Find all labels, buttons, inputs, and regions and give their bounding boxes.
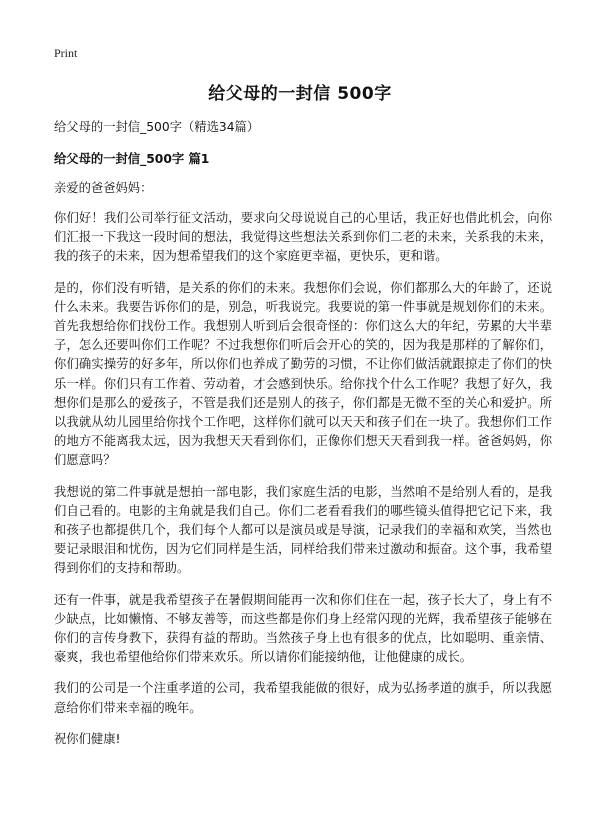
letter-paragraph: 我们的公司是一个注重孝道的公司，我希望我能做的很好，成为弘扬孝道的旗手，所以我愿意给你们带来幸福的晚年。 — [54, 681, 552, 715]
print-link[interactable]: Print — [54, 46, 78, 60]
document-subtitle: 给父母的一封信_500字（精选34篇） — [54, 120, 260, 134]
document-body — [54, 118, 552, 748]
letter-paragraph: 你们好！我们公司举行征文活动，要求向父母说说自己的心里话，我正好也借此机会，向你们汇报一下我这一段时间的想法，我觉得这些想法关系到你们二老的未来，关系我的未来，我的孩子的未来，因为想希望我们的这个家庭更幸福，更快乐，更和谐。 — [54, 211, 552, 264]
letter-paragraph: 是的，你们没有听错，是关系的你们的未来。我想你们会说，你们都那么大的年龄了，还说什么未来。我要告诉你们的是，别急，听我说完。我要说的第一件事就是规划你们的未来。首先我想给你们找份工作。我想别人听到后会很奇怪的：你们这么大的年纪，劳累的大半辈子，怎么还要叫你们工作呢？不过我想你们听后会开心的笑的，因为我是那样的了解你们，你们确实操劳的好多年，所以你们也养成了勤劳的习惯，不让你们做活就跟掠走了你们的快乐一样。你们只有工作着、劳动着，才会感到快乐。给你找个什么工作呢？我想了好久，我想你们是那么的爱孩子，不管是我们还是别人的孩子，你们都是无微不至的关心和爱护。所以我就从幼儿园里给你找个工作吧，这样你们就可以天天和孩子们在一块了。我想你们工作的地方不能离我太远，因为我想天天看到你们，正像你们想天天看到我一样。爸爸妈妈，你们愿意吗？ — [54, 280, 552, 468]
letter-paragraph: 我想说的第二件事就是想拍一部电影，我们家庭生活的电影，当然咱不是给别人看的，是我们自己看的。电影的主角就是我们自己。你们二老看看我们的哪些镜头值得把它记下来，我和孩子也都提供几个，我们每个人都可以是演员或是导演，记录我们的幸福和欢笑，当然也要记录眼泪和忧伤，因为它们同样是生活，同样给我们带来过激动和振奋。这个事，我希望得到你们的支持和帮助。 — [54, 484, 552, 576]
letter-paragraph: 还有一件事，就是我希望孩子在暑假期间能再一次和你们住在一起，孩子长大了，身上有不少缺点，比如懒惰、不够友善等，而这些都是你们身上经常闪现的光辉，我希望孩子能够在你们的言传身教下，获得有益的帮助。当然孩子身上也有很多的优点，比如聪明、重亲情、豪爽，我也希望他给你们带来欢乐。所以请你们能接纳他，让他健康的成长。 — [54, 592, 552, 665]
section-heading: 给父母的一封信_500字 篇1 — [54, 152, 210, 166]
letter-closing: 祝你们健康! — [54, 731, 121, 746]
page-title: 给父母的一封信 500字 — [208, 84, 392, 104]
letter-greeting: 亲爱的爸爸妈妈： — [54, 181, 153, 195]
